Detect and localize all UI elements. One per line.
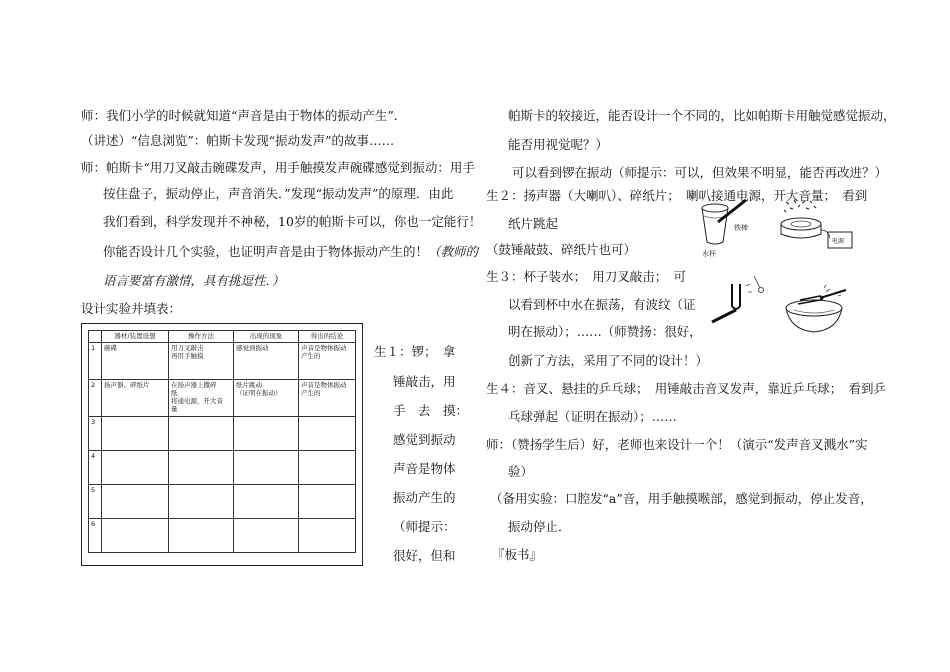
cell-phenomenon — [234, 519, 299, 553]
cell-conclusion — [299, 451, 356, 485]
cell-phenomenon — [234, 417, 299, 451]
left-line-2: （讲述）“信息浏览”：帕斯卡发现“振动发声”的故事…… — [81, 133, 395, 148]
row-index: 6 — [89, 519, 102, 553]
cell-method — [169, 417, 234, 451]
cell-conclusion — [299, 417, 356, 451]
right-line-16: 振动停止． — [508, 519, 571, 534]
cell-conclusion: 声音是物体振动 产生的 — [299, 380, 356, 417]
cell-conclusion: 声音是物体振动 产生的 — [299, 343, 356, 380]
cell-equipment: 碗碟 — [102, 343, 169, 380]
row-index: 4 — [89, 451, 102, 485]
right-line-15: （备用实验：口腔发“a”音，用手触摸喉部，感觉到振动，停止发音， — [490, 491, 873, 506]
cell-phenomenon — [234, 451, 299, 485]
row-index: 2 — [89, 380, 102, 417]
right-line-13: 师：（赞扬学生后）好，老师也来设计一个！（演示“发声音叉溅水”实 — [486, 437, 868, 452]
cell-phenomenon: 纸片跳动 （证明在振动） — [234, 380, 299, 417]
mid-line-7: （师提示： — [393, 519, 456, 534]
cell-equipment — [102, 417, 169, 451]
cell-method: 在扬声器上撒碎 纸 将通电源，开大音 量 — [169, 380, 234, 417]
right-line-14: 验） — [508, 464, 534, 479]
mid-line-4: 感觉到振动 — [393, 432, 456, 447]
left-line-6 — [103, 244, 478, 260]
right-line-11: 生４：音叉、悬挂的乒乓球； 用锤敲击音叉发声，靠近乒乓球； 看到乒 — [486, 381, 887, 396]
speaker-illustration — [776, 198, 856, 256]
row-index: 3 — [89, 417, 102, 451]
right-line-1: 帕斯卡的较接近，能否设计一个不同的，比如帕斯卡用触觉感觉振动， — [508, 108, 896, 123]
header-equipment: 器材/装置设想 — [102, 331, 169, 343]
experiment-table-frame — [81, 323, 363, 566]
right-line-4: 生２：扬声器（大喇叭）、碎纸片； 喇叭接通电源，开大音量； 看到 — [486, 188, 868, 203]
cell-equipment — [102, 451, 169, 485]
experiment-table — [88, 330, 356, 553]
table-row — [89, 519, 356, 553]
row-index: 1 — [89, 343, 102, 380]
cup-label: 水杯 — [702, 250, 716, 258]
table-header-row — [89, 331, 356, 343]
table-caption: 设计实验并填表： — [81, 301, 182, 316]
left-line-4: 按住盘子，振动停止，声音消失．”发现“振动发声”的原理．由此 — [103, 186, 454, 201]
right-line-8: 以看到杯中水在振荡，有波纹（证 — [508, 297, 696, 312]
table-row — [89, 417, 356, 451]
table-row — [89, 380, 356, 417]
mid-line-8: 很好，但和 — [393, 548, 456, 563]
teacher-note-end: 语言要富有激情，具有挑逗性．） — [103, 273, 285, 288]
cell-conclusion — [299, 485, 356, 519]
mid-line-6: 振动产生的 — [393, 490, 456, 505]
cell-method — [169, 485, 234, 519]
board-notes-label: 『板书』 — [492, 547, 543, 562]
tuning-fork-illustration — [706, 276, 770, 328]
table-row — [89, 451, 356, 485]
mid-line-2: 锤敲击，用 — [393, 374, 456, 389]
power-label: 电源 — [832, 238, 845, 245]
teacher-note-start: （教师的 — [428, 244, 479, 259]
right-line-2: 能否用视觉呢？） — [508, 137, 609, 152]
right-line-7: 生３：杯子装水； 用刀叉敲击； 可 — [486, 269, 687, 284]
cell-equipment — [102, 485, 169, 519]
table-row — [89, 485, 356, 519]
right-line-10: 创新了方法，采用了不同的设计！） — [508, 353, 709, 368]
cell-method: 用刀叉敲击 再用手触摸 — [169, 343, 234, 380]
table-row — [89, 343, 356, 380]
left-line-5: 我们看到，科学发现并不神秘，10岁的帕斯卡可以，你也一定能行！ — [103, 214, 482, 229]
header-method: 操作方法 — [169, 331, 234, 343]
left-line-3: 师：帕斯卡“用刀叉敲击碗碟发声，用手触摸发声碗碟感觉到振动：用手 — [81, 160, 475, 175]
left-line-6-text: 你能否设计几个实验，也证明声音是由于物体振动产生的！ — [103, 244, 429, 259]
rod-label: 铁棒 — [734, 224, 748, 232]
right-line-3: 可以看到锣在振动（师提示：可以，但效果不明显，能否再改进？） — [512, 165, 888, 180]
header-index — [89, 331, 102, 343]
cell-phenomenon: 感觉到振动 — [234, 343, 299, 380]
right-line-5: 纸片跳起 — [508, 216, 559, 231]
cell-method — [169, 519, 234, 553]
header-conclusion: 得出的结论 — [299, 331, 356, 343]
right-line-12: 乓球弹起（证明在振动）；…… — [508, 409, 677, 424]
fork-water-bowl-illustration — [780, 282, 854, 338]
mid-line-5: 声音是物体 — [393, 461, 456, 476]
right-line-6: （鼓锤敲鼓、碎纸片也可） — [486, 242, 637, 257]
cell-method — [169, 451, 234, 485]
cell-conclusion — [299, 519, 356, 553]
cell-phenomenon — [234, 485, 299, 519]
right-line-9: 明在振动）；……（师赞扬：很好， — [508, 324, 702, 339]
cup-and-rod-illustration — [698, 196, 774, 262]
cell-equipment — [102, 519, 169, 553]
header-phenomenon: 出现的现象 — [234, 331, 299, 343]
mid-line-3: 手 去 摸： — [393, 403, 469, 418]
cell-equipment: 扬声器、碎纸片 — [102, 380, 169, 417]
mid-line-1: 生１：锣； 拿 — [374, 344, 456, 359]
left-line-1: 师：我们小学的时候就知道“声音是由于物体的振动产生”． — [81, 108, 407, 123]
row-index: 5 — [89, 485, 102, 519]
